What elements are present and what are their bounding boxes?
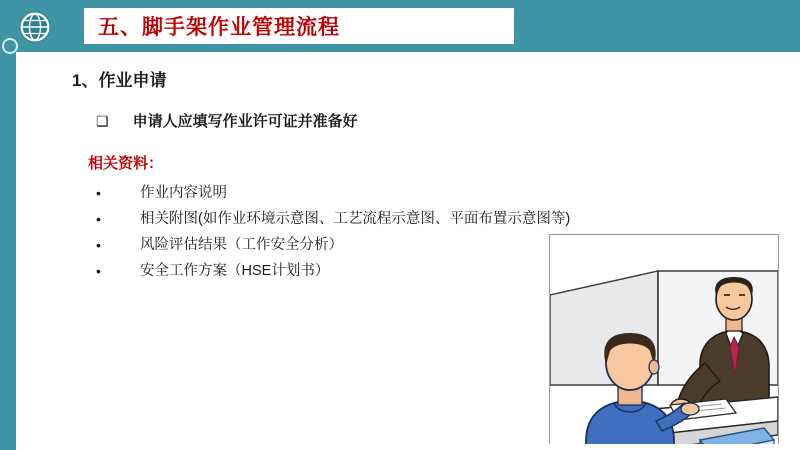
- bullet-dot-icon: •: [96, 185, 101, 201]
- list-item: [96, 180, 696, 206]
- header-band: [16, 0, 800, 52]
- bullet-dot-icon: •: [96, 211, 101, 227]
- related-materials-label: 相关资料：: [88, 155, 164, 172]
- list-item: [96, 206, 696, 232]
- sub-item-label: 申请人应填写作业许可证并准备好: [132, 113, 358, 130]
- list-item-label: 相关附图(如作业环境示意图、工艺流程示意图、平面布置示意图等): [140, 211, 571, 227]
- page-title: 五、脚手架作业管理流程: [98, 16, 340, 39]
- bottom-rule: [16, 444, 800, 450]
- sub-item: [96, 110, 358, 131]
- list-item-label: 风险评估结果（工作安全分析）: [140, 237, 343, 253]
- bullet-dot-icon: •: [96, 237, 101, 253]
- list-item-label: 安全工作方案（HSE计划书）: [140, 263, 330, 279]
- slide-content: [0, 52, 800, 450]
- square-bullet-icon: ❑: [96, 112, 109, 129]
- section-title: 1、作业申请: [72, 71, 167, 90]
- header-title-box: [84, 8, 514, 44]
- list-item-label: 作业内容说明: [140, 185, 227, 201]
- globe-icon: [18, 10, 52, 44]
- bullet-dot-icon: •: [96, 263, 101, 279]
- two-people-at-desk-illustration: [549, 234, 779, 450]
